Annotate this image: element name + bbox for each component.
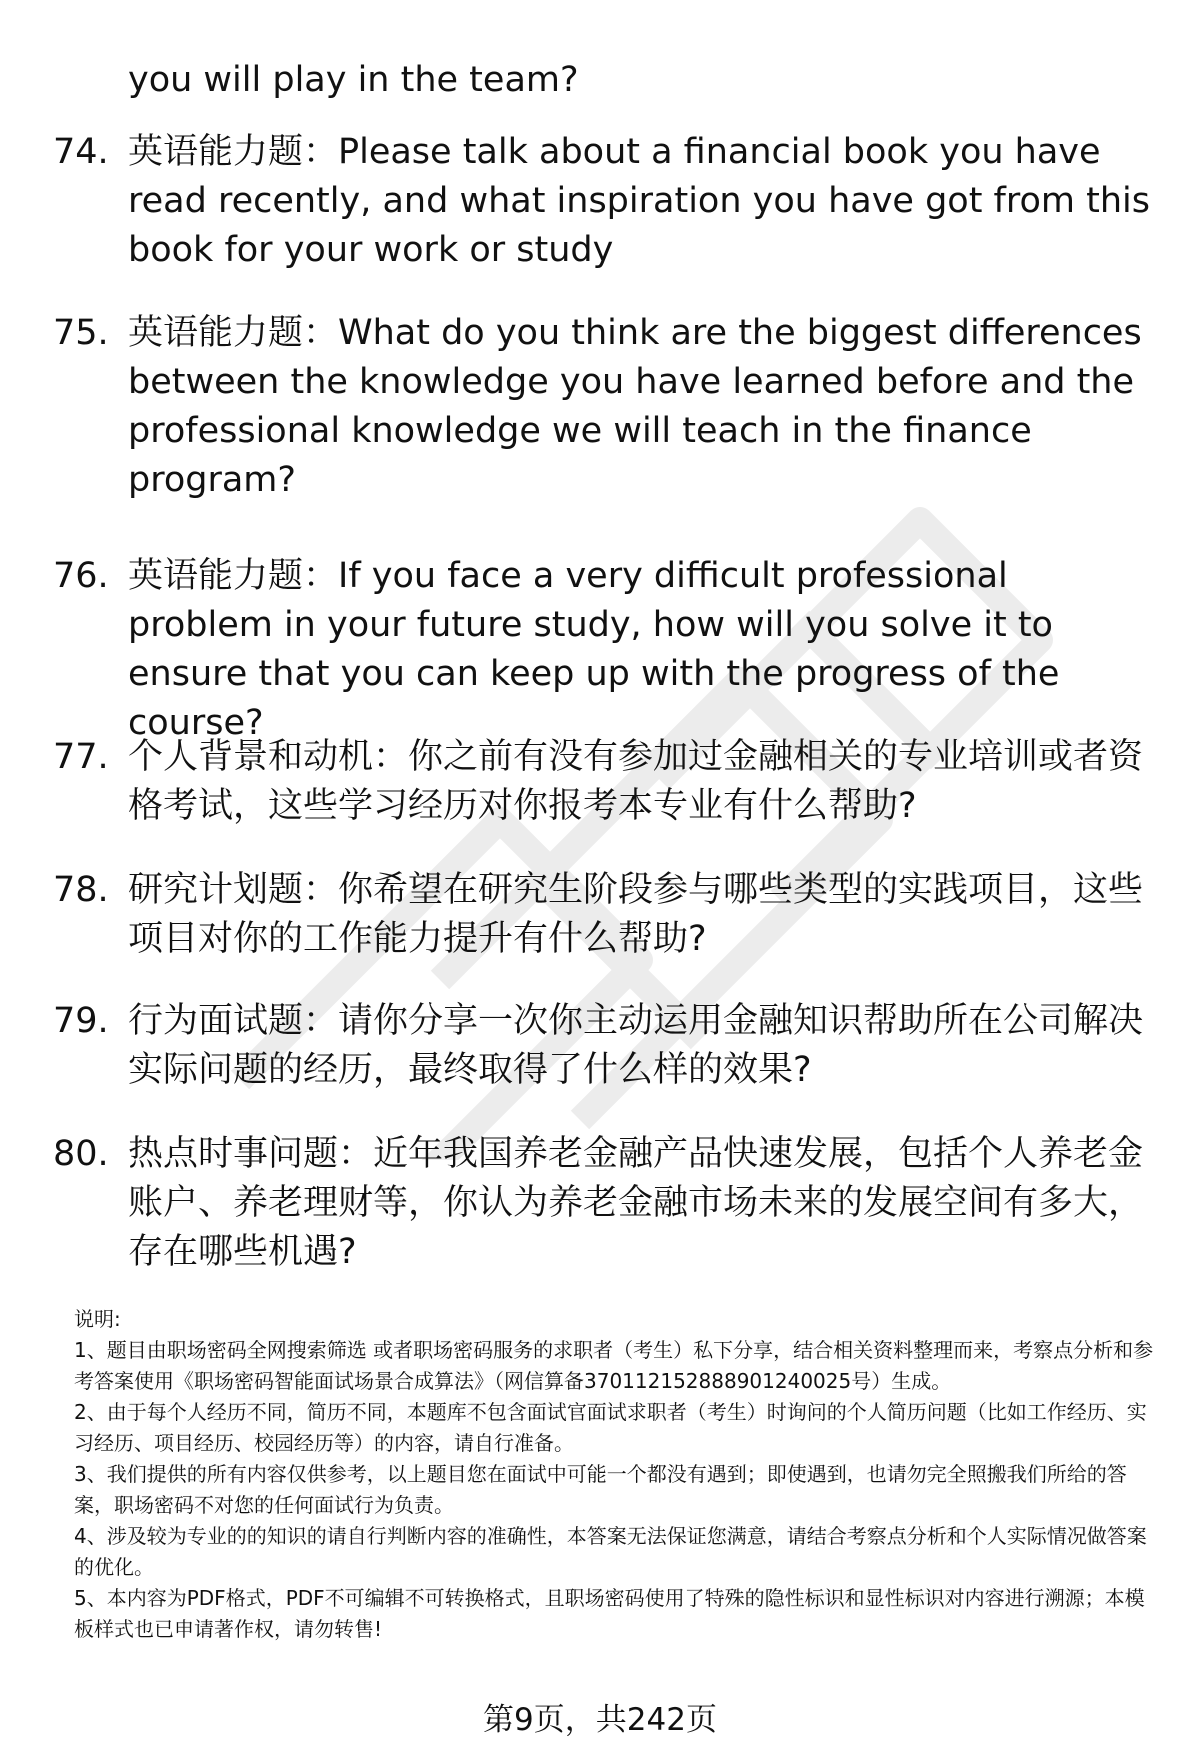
- question-continuation: you will play in the team?: [128, 60, 579, 100]
- question-text: 研究计划题：你希望在研究生阶段参与哪些类型的实践项目，这些项目对你的工作能力提升有什么帮助?: [128, 870, 1144, 959]
- notes-item: 4、涉及较为专业的的知识的请自行判断内容的准确性，本答案无法保证您满意，请结合考察点分析和个人实际情况做答案的优化。: [74, 1524, 1147, 1579]
- page-number: 第9页，共242页: [483, 1702, 717, 1738]
- notes-item: 2、由于每个人经历不同，简历不同，本题库不包含面试官面试求职者（考生）时询问的个人简历问题（比如工作经历、实习经历、项目经历、校园经历等）的内容，请自行准备。: [74, 1400, 1147, 1455]
- question-text: 英语能力题：If you face a very difficult professional problem in your future study, how will you solve it to ensure that you can keep up with the progress of the course?: [128, 556, 1060, 743]
- notes-item: 5、本内容为PDF格式，PDF不可编辑不可转换格式，且职场密码使用了特殊的隐性标识和显性标识对内容进行溯源；本模板样式也已申请著作权，请勿转售!: [74, 1586, 1145, 1641]
- notes-item: 1、题目由职场密码全网搜索筛选 或者职场密码服务的求职者（考生）私下分享，结合相关资料整理而来，考察点分析和参考答案使用《职场密码智能面试场景合成算法》（网信算备370112152888901240025号）生成。: [74, 1338, 1154, 1393]
- question-text: 个人背景和动机：你之前有没有参加过金融相关的专业培训或者资格考试，这些学习经历对你报考本专业有什么帮助?: [128, 737, 1144, 826]
- question-number: 78.: [53, 870, 109, 910]
- question-text: 英语能力题：What do you think are the biggest differences between the knowledge you have learned before and the professional knowledge we will teach in the finance program?: [128, 313, 1142, 500]
- question-text: 行为面试题：请你分享一次你主动运用金融知识帮助所在公司解决实际问题的经历，最终取得了什么样的效果?: [128, 1001, 1144, 1090]
- question-text: 英语能力题：Please talk about a financial book you have read recently, and what inspiration you have got from this book for your work or study: [128, 132, 1150, 270]
- notes-heading: 说明:: [74, 1307, 121, 1331]
- question-number: 75.: [53, 313, 109, 353]
- question-number: 80.: [53, 1134, 109, 1174]
- question-number: 79.: [53, 1001, 109, 1041]
- notes-section: [74, 1304, 1164, 1645]
- question-number: 74.: [53, 132, 109, 172]
- question-number: 76.: [53, 556, 109, 596]
- question-text: 热点时事问题：近年我国养老金融产品快速发展，包括个人养老金账户、养老理财等，你认为养老金融市场未来的发展空间有多大，存在哪些机遇?: [128, 1134, 1144, 1272]
- notes-item: 3、我们提供的所有内容仅供参考，以上题目您在面试中可能一个都没有遇到；即使遇到，也请勿完全照搬我们所给的答案，职场密码不对您的任何面试行为负责。: [74, 1462, 1127, 1517]
- question-number: 77.: [53, 737, 109, 777]
